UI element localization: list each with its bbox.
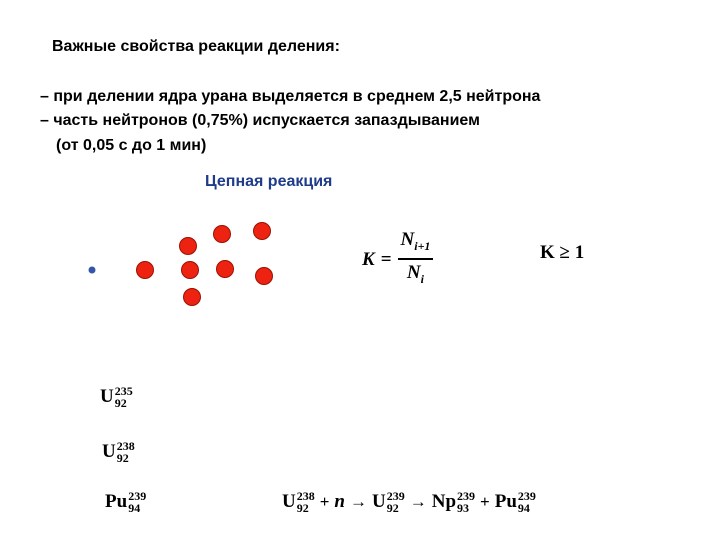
reaction-pu239: Pu 239 94 (494, 489, 536, 515)
reaction-u238: U 238 92 (282, 489, 315, 515)
nuclide-u235: U 235 92 (100, 384, 133, 410)
arrow-icon: → (350, 492, 367, 511)
reaction-np239: Np 239 93 (431, 489, 476, 515)
nucleus-5 (214, 226, 231, 243)
bullet-delayed-neutrons: – часть нейтронов (0,75%) испускается запаздыванием (40, 112, 480, 129)
multiplication-factor-formula (362, 228, 433, 292)
plus-sign: + (480, 492, 490, 511)
bullet-neutron-yield: – при делении ядра урана выделяется в среднем 2,5 нейтрона (40, 88, 541, 105)
nucleus-4 (184, 289, 201, 306)
equals-sign: = (380, 249, 392, 270)
fraction-numerator: $N_{i+1}$ (398, 228, 434, 260)
reaction-u239: U 239 92 (372, 489, 405, 515)
nuclide-u238: U 238 92 (102, 439, 135, 465)
breeding-reaction-equation (282, 490, 536, 514)
neutron-dot (89, 267, 96, 274)
fraction (398, 228, 434, 292)
page-title: Важные свойства реакции деления: (52, 38, 340, 55)
neutron-symbol: n (334, 491, 345, 512)
nucleus-3 (182, 262, 199, 279)
arrow-icon: → (409, 492, 427, 511)
nucleus-6 (217, 261, 234, 278)
k-symbol: K (362, 249, 375, 270)
bullet-delay-range: (от 0,05 с до 1 мин) (56, 137, 207, 154)
nuclide-pu239: Pu 239 94 (105, 489, 147, 515)
criticality-condition: K ≥ 1 (540, 242, 585, 263)
fraction-denominator: $N_i$ (406, 262, 424, 286)
chain-reaction-title: Цепная реакция (205, 173, 333, 190)
nucleus-8 (256, 268, 273, 285)
nucleus-7 (254, 223, 271, 240)
nucleus-2 (180, 238, 197, 255)
plus-sign: + (319, 492, 330, 511)
nucleus-1 (137, 262, 154, 279)
